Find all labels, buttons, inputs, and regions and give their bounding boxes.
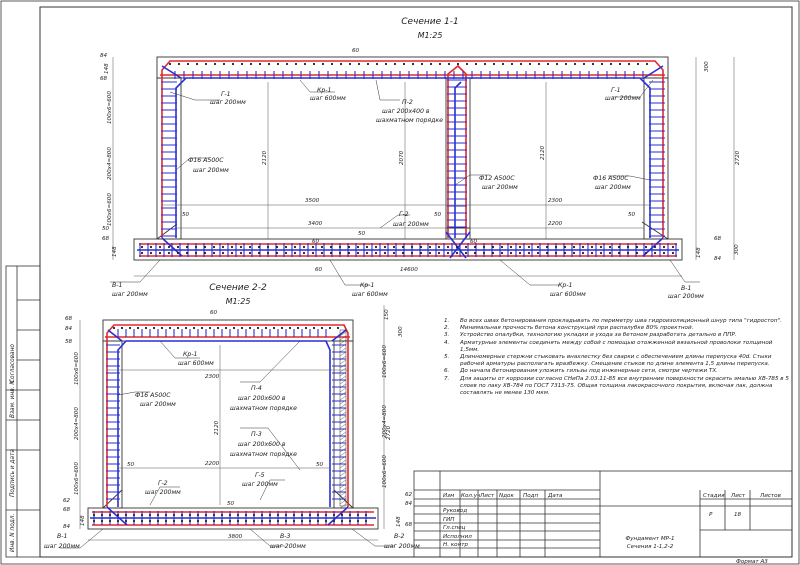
s1-dim-2300: 2300 xyxy=(548,198,563,204)
s1-dim-60b: 60 xyxy=(315,267,323,273)
note-4: 4. Арматурные элементы соединять между собой с помощью отожженной вязальной проволоки толщиной 1,5мм. xyxy=(444,339,773,353)
stamp-r3: Гл.спец xyxy=(443,525,466,531)
note-7-text: Для защиты от коррозии согласно СНиПа 2.03.11-85 все внутренние поверхности окрасить эмалью ХВ-785 в 5 слоев по лаку ХВ-784 по ГОСТ 7313-75. Общая толщина лакокрасочного покрытия, включая лак, должна составлять не менее 130 мкм. xyxy=(460,375,789,397)
s2-dim-3800: 3800 xyxy=(228,534,243,540)
note-3: 3. Устройство опалубки, технологию укладки и ухода за бетоном разработать детально в ППР. xyxy=(444,332,737,339)
inner-frame xyxy=(40,7,792,557)
s2-g5: Г-5 xyxy=(255,472,265,479)
s1-f16-left: Ф16 А500С xyxy=(188,157,224,164)
s1-dim-50b: 50 xyxy=(434,212,442,218)
s1-dim-2120: 2120 xyxy=(262,150,268,165)
s2-lv68b: 68 xyxy=(63,507,71,513)
section-2-scale: М1:25 xyxy=(225,297,251,306)
s2-lv100x6: 100х6=600 xyxy=(74,352,80,385)
section-1-scale: М1:25 xyxy=(417,31,443,40)
s1-dim-60m: 60 xyxy=(312,239,320,245)
s1-f12-step: шаг 200мм xyxy=(482,184,518,191)
s2-dim-50c: 50 xyxy=(227,501,235,507)
s2-rv84: 84 xyxy=(405,501,413,507)
s2-v2: В-2 xyxy=(394,533,405,540)
s2-v3: В-3 xyxy=(280,533,291,540)
note-5: 5. Длинномерные стержни стыковать внахлестку без сварки с обеспечением длины перепуска 40d. Стыки рабочей арматуры располагать вразбежку. Смещение стыков по длине элемента 1,5 длины перепуска. xyxy=(444,354,772,368)
s2-lv84: 84 xyxy=(65,326,73,332)
note-5-text: Длинномерные стержни стыковать внахлестку без сварки с обеспечением длины перепуска 40d. Стыки рабочей арматуры располагать вразбежку. Смещение стыков по длине элемента 1,5 длины перепуска. xyxy=(460,354,772,368)
s1-g2: Г-2 xyxy=(399,211,409,218)
s2-dim-2200: 2200 xyxy=(205,461,220,467)
section-2-2 xyxy=(44,283,420,550)
section-2-hatch-lines xyxy=(340,332,346,508)
s2-v2-step: шаг 200мм xyxy=(384,543,420,550)
s1-v1-right-step: шаг 200мм xyxy=(668,293,704,300)
s2-p4: П-4 xyxy=(251,385,262,392)
stamp-list2: Лист xyxy=(731,493,746,499)
s2-dim-2720: 2720 xyxy=(386,425,392,440)
s1-dim-2720: 2720 xyxy=(735,150,741,165)
s1-v1-left-step: шаг 200мм xyxy=(112,291,148,298)
s1-lv84: 84 xyxy=(100,53,108,59)
s1-dim-top60: 60 xyxy=(352,48,360,54)
s1-dim-14600: 14600 xyxy=(400,267,418,273)
general-notes xyxy=(444,318,792,397)
note-3-text: Устройство опалубки, технологию укладки и ухода за бетоном разработать детально в ППР. xyxy=(460,332,737,339)
s2-dim-60: 60 xyxy=(210,310,218,316)
stamp-subtitle: Сечения 1-1,2-2 xyxy=(626,544,674,550)
stamp-data: Дата xyxy=(548,493,563,499)
s2-lv68: 68 xyxy=(65,316,73,322)
s1-kr1-bl-step: шаг 600мм xyxy=(352,291,388,298)
section-1-title: Сечение 1-1 xyxy=(401,17,459,27)
note-1-text: Во всех швах бетонирования прокладывать по периметру шва гидроизоляционный шнур типа "гидростоп". xyxy=(460,318,782,324)
s1-rv84: 84 xyxy=(714,256,722,262)
s1-lv68b: 68 xyxy=(102,236,110,242)
note-4-text: Арматурные элементы соединять между собой с помощью отожженной вязальной проволоки толщиной 1,5мм. xyxy=(460,339,773,353)
s1-rv300: 300 xyxy=(704,61,710,72)
s1-p2: П-2 xyxy=(402,99,413,106)
stamp-r4: Исполнил xyxy=(443,534,472,540)
s1-dim-60c: 60 xyxy=(470,239,478,245)
stamp-kuch: Кол.уч xyxy=(461,493,481,499)
side-soglas: Согласовано xyxy=(10,344,16,383)
s2-dim-50b: 50 xyxy=(316,462,324,468)
s2-f16: Ф16 А500С xyxy=(135,392,171,399)
s1-f16-left-step: шаг 200мм xyxy=(193,167,229,174)
section-2-concrete-outline xyxy=(88,320,378,529)
title-block xyxy=(414,471,792,565)
s1-v1-right: В-1 xyxy=(681,285,692,292)
s2-lv100x6b: 100х6=600 xyxy=(74,462,80,495)
s2-kr1-step: шаг 600мм xyxy=(178,360,214,367)
s1-dim-3500: 3500 xyxy=(305,198,320,204)
stamp-listov: Листов xyxy=(760,493,781,499)
s2-f16-step: шаг 200мм xyxy=(140,401,176,408)
s2-v1: В-1 xyxy=(57,533,68,540)
s2-g2: Г-2 xyxy=(158,480,168,487)
s2-p3: П-3 xyxy=(251,431,262,438)
s1-f12: Ф12 А500С xyxy=(479,175,515,182)
s2-lv62: 62 xyxy=(63,498,71,504)
s1-dim-50d: 50 xyxy=(628,212,636,218)
stamp-title: Фундамент МР-1 xyxy=(625,536,675,542)
side-podp: Подпись и дата xyxy=(10,448,16,497)
stamp-list-val: 18 xyxy=(734,512,742,518)
note-2: 2. Минимальная прочность бетона конструкций при распалубке 80% проектной. xyxy=(444,325,694,332)
s1-kr1-br: Кр-1 xyxy=(558,282,573,289)
section-1-1 xyxy=(100,17,741,300)
s2-rv150: 150 xyxy=(384,309,390,320)
s2-rv148: 148 xyxy=(396,516,402,527)
s2-p3-size: шаг 200х600 в xyxy=(238,441,286,448)
side-stamp xyxy=(6,266,40,557)
s1-rv300b: 300 xyxy=(734,244,740,255)
s1-lv148b: 148 xyxy=(112,246,118,257)
stamp-ndok: Nдок xyxy=(499,493,514,499)
stamp-format: Формат А3 xyxy=(736,559,768,565)
note-6: 6. До начала бетонирования уложить гильзы под инженерные сети, смотри чертежи ТХ. xyxy=(444,368,718,375)
note-7: 7. Для защиты от коррозии согласно СНиПа 2.03.11-85 все внутренние поверхности окрасить эмалью ХВ-785 в 5 слоев по лаку ХВ-784 по ГОСТ 7313-75. Общая толщина лакокрасочного покрытия, включая лак, должна составлять не менее 130 мкм. xyxy=(444,375,789,397)
stamp-r2: ГИП xyxy=(443,517,455,523)
s1-v1-left: В-1 xyxy=(112,282,123,289)
s2-rv68: 68 xyxy=(405,522,413,528)
s1-dim-2120r: 2120 xyxy=(540,145,546,160)
s1-lv100x6b: 100х6=600 xyxy=(107,193,113,226)
s1-kr1-top: Кр-1 xyxy=(317,87,332,94)
section-2-title: Сечение 2-2 xyxy=(209,283,267,293)
stamp-r1: Руковод xyxy=(443,508,468,514)
s2-lv84b: 84 xyxy=(63,524,71,530)
s2-dim-2300: 2300 xyxy=(205,374,220,380)
s1-lv68: 68 xyxy=(100,76,108,82)
s2-dim-2120: 2120 xyxy=(214,420,220,435)
section-2-bar-dots xyxy=(93,327,367,522)
s1-kr1-br-step: шаг 600мм xyxy=(550,291,586,298)
s1-dim-50c: 50 xyxy=(358,231,366,237)
s2-lv200x4: 200х4=800 xyxy=(74,407,80,440)
s1-f16-right: Ф16 А500С xyxy=(593,175,629,182)
stamp-list: Лист xyxy=(480,493,495,499)
s2-rv200x4: 200х4=800 xyxy=(382,405,388,438)
s2-lv58: 58 xyxy=(65,339,73,345)
s2-g2-step: шаг 200мм xyxy=(145,489,181,496)
note-1: 1. Во всех швах бетонирования прокладывать по периметру шва гидроизоляционный шнур типа "гидростоп". xyxy=(444,318,782,324)
note-6-text: До начала бетонирования уложить гильзы под инженерные сети, смотри чертежи ТХ. xyxy=(460,368,718,375)
side-inv: Инв. N подл. xyxy=(10,513,16,552)
s2-g5-step: шаг 200мм xyxy=(242,481,278,488)
s2-kr1: Кр-1 xyxy=(183,351,198,358)
s2-v1-step: шаг 200мм xyxy=(44,543,80,550)
stamp-podp: Подп xyxy=(523,493,539,499)
s2-rv300: 300 xyxy=(398,326,404,337)
s1-lv50: 50 xyxy=(102,226,110,232)
s2-v3-step: шаг 200мм xyxy=(270,543,306,550)
stamp-izm: Изм xyxy=(443,493,455,499)
s2-p3-order: шахматном порядке xyxy=(230,451,297,458)
s1-g1-left: Г-1 xyxy=(221,91,231,98)
s1-dim-50a: 50 xyxy=(182,212,190,218)
s2-rv62: 62 xyxy=(405,492,413,498)
s2-p4-size: шаг 200х600 в xyxy=(238,395,286,402)
s1-lv200x4: 200х4=800 xyxy=(107,147,113,180)
s2-p4-order: шахматном порядке xyxy=(230,405,297,412)
s1-lv148: 148 xyxy=(104,63,110,74)
s1-dim-2200: 2200 xyxy=(548,221,563,227)
s1-p2-size: шаг 200х400 в xyxy=(382,108,430,115)
s1-g1-left-step: шаг 200мм xyxy=(210,99,246,106)
s1-kr1-bl: Кр-1 xyxy=(360,282,375,289)
s1-rv148: 148 xyxy=(696,247,702,258)
s1-dim-3400: 3400 xyxy=(308,221,323,227)
s1-rv68: 68 xyxy=(714,236,722,242)
s1-g1-right: Г-1 xyxy=(611,87,621,94)
s1-dim-2070: 2070 xyxy=(399,150,405,165)
s2-rv100x6: 100х6=600 xyxy=(382,345,388,378)
s1-kr1-top-step: шаг 600мм xyxy=(310,95,346,102)
stamp-stadiya-val: Р xyxy=(709,512,713,518)
s2-dim-50a: 50 xyxy=(127,462,135,468)
s1-g2-step: шаг 200мм xyxy=(393,221,429,228)
side-vzam: Взам. инв. N xyxy=(10,380,16,418)
note-2-text: Минимальная прочность бетона конструкций при распалубке 80% проектной. xyxy=(460,325,694,332)
s2-lv148: 148 xyxy=(80,515,86,526)
s1-g1-right-step: шаг 200мм xyxy=(605,95,641,102)
section-2-red-rebar xyxy=(92,325,374,525)
s2-rv100x6b: 100х6=600 xyxy=(382,455,388,488)
s1-p2-order: шахматном порядке xyxy=(376,117,443,124)
s1-lv100x6: 100х6=600 xyxy=(107,91,113,124)
section-2-stirrups xyxy=(94,329,366,525)
s1-f16-right-step: шаг 200мм xyxy=(595,184,631,191)
stamp-r5: Н. контр xyxy=(443,542,469,548)
stamp-stadiya: Стадия xyxy=(703,493,725,499)
